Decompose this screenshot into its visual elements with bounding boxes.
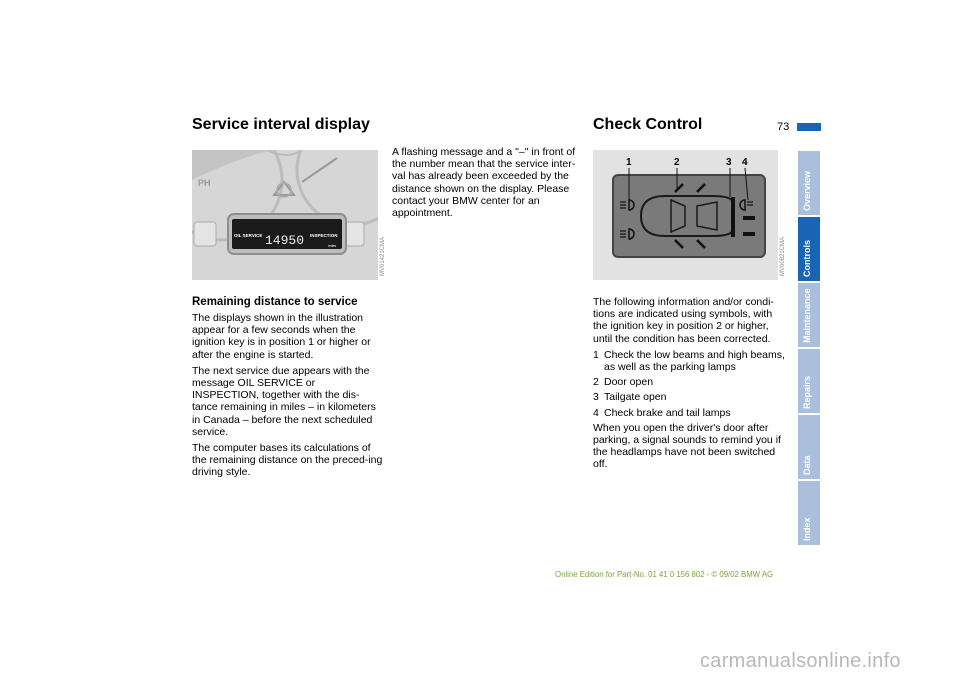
middle-paragraph: A flashing message and a "–" in front of the number mean that the service inter-val has already been exceeded by the distance shown on the display. Please contact your BMW center for an appointment. — [392, 146, 576, 220]
remaining-distance-subheading: Remaining distance to service — [192, 296, 358, 308]
list-item-number: 4 — [593, 406, 599, 419]
check-control-figure — [593, 150, 778, 280]
callout-label: 3 — [726, 157, 732, 168]
list-item — [593, 349, 789, 373]
left-body — [192, 312, 384, 483]
tab-label: Maintenance — [802, 288, 812, 343]
list-item — [593, 407, 789, 419]
tab-data[interactable] — [798, 415, 820, 479]
list-item — [593, 391, 789, 403]
tab-repairs[interactable] — [798, 349, 820, 413]
footer-edition-note: Online Edition for Part-No. 01 41 0 156 802 - © 09/02 BMW AG — [555, 570, 774, 579]
instrument-cluster-illustration — [192, 150, 378, 280]
tab-label: Repairs — [802, 375, 812, 409]
callout-label: 1 — [626, 157, 632, 168]
list-item — [593, 376, 789, 388]
list-item-number: 1 — [593, 348, 599, 361]
list-item-text: Check brake and tail lamps — [604, 406, 731, 419]
tab-index[interactable] — [798, 481, 820, 545]
service-display-figure — [192, 150, 378, 280]
list-item-text: Door open — [604, 376, 654, 389]
left-figure-code: MV01421CMA — [380, 236, 386, 276]
inspection-label: INSPECTION — [310, 233, 338, 238]
check-control-intro: The following information and/or condi-tions are indicated using symbols, with the ignition key in position 2 or higher, until the condition has been corrected. — [593, 296, 774, 345]
list-item-number: 3 — [593, 391, 599, 404]
oil-service-label: OIL SERVICE — [234, 233, 263, 238]
gauge-scale-text: PH — [198, 178, 211, 188]
list-item-number: 2 — [593, 376, 599, 389]
service-interval-heading: Service interval display — [192, 116, 370, 133]
check-control-heading: Check Control — [593, 116, 703, 133]
section-tabs — [798, 151, 821, 547]
list-item-text: Tailgate open — [604, 391, 667, 404]
tab-label: Index — [802, 517, 812, 541]
list-item-text: Check the low beams and high beams, as well as the parking lamps — [604, 348, 785, 374]
page-number: 73 — [777, 121, 790, 133]
middle-body — [392, 146, 584, 223]
left-paragraph: The computer bases its calculations of the remaining distance on the preced-ing driving style. — [192, 442, 383, 479]
tab-label: Data — [802, 455, 812, 475]
tab-label: Controls — [802, 240, 812, 277]
tab-controls[interactable] — [798, 217, 820, 281]
check-control-list — [593, 349, 789, 419]
left-paragraph: The next service due appears with the message OIL SERVICE or INSPECTION, together with the dis-tance remaining in miles – in kilometers in Canada – before the next scheduled service. — [192, 364, 376, 438]
tab-maintenance[interactable] — [798, 283, 820, 347]
right-body — [593, 296, 789, 475]
page-accent-bar — [797, 123, 821, 131]
distance-unit-label: miles — [328, 244, 337, 248]
remaining-distance-value: 14950 — [265, 233, 305, 248]
check-control-outro: When you open the driver's door after parking, a signal sounds to remind you if the headlamps have not been switched off. — [593, 421, 781, 471]
callout-label: 4 — [742, 157, 748, 168]
left-paragraph: The displays shown in the illustration appear for a few seconds when the ignition key is in position 1 or higher or after the engine is started. — [192, 312, 371, 361]
callout-label: 2 — [674, 157, 680, 168]
watermark: carmanualsonline.info — [700, 650, 901, 672]
check-control-illustration — [593, 150, 778, 280]
right-figure-code: MV00821CMA — [780, 236, 786, 276]
tailgate-icon — [731, 197, 735, 237]
tab-label: Overview — [802, 170, 812, 211]
tab-overview[interactable] — [798, 151, 820, 215]
